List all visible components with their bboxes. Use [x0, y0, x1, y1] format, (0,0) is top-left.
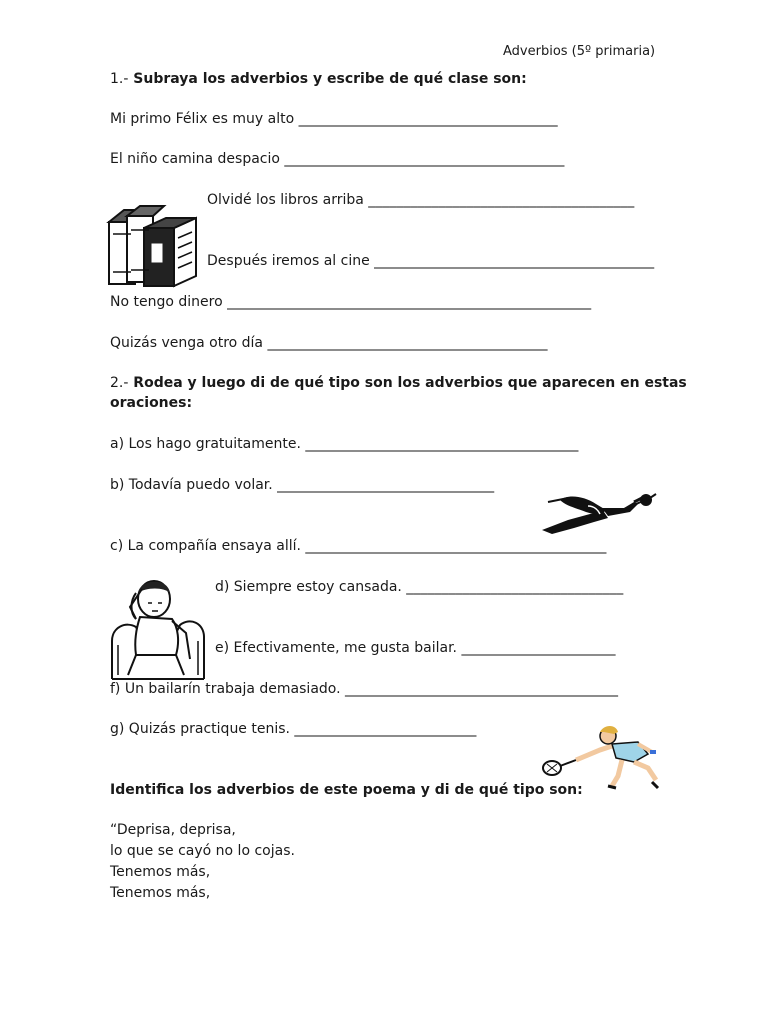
document-header: Adverbios (5º primaria) — [503, 44, 656, 59]
exercise-line: g) Quizás practique tenis. __________________________ — [110, 721, 477, 737]
poem-line: Tenemos más, — [110, 885, 211, 901]
exercise-line: a) Los hago gratuitamente. _______________________________________ — [110, 436, 579, 452]
flying-person-illustration — [538, 490, 662, 536]
tired-woman-illustration — [106, 575, 210, 683]
exercise-line: e) Efectivamente, me gusta bailar. ______________________ — [215, 640, 616, 656]
section2-instruction-cont: oraciones: — [110, 395, 193, 411]
exercise-line: Olvidé los libros arriba ______________________________________ — [207, 192, 635, 208]
exercise-line: El niño camina despacio ________________________________________ — [110, 151, 565, 167]
exercise-line: f) Un bailarín trabaja demasiado. _______________________________________ — [110, 681, 618, 697]
poem-line: “Deprisa, deprisa, — [110, 822, 236, 838]
exercise-line: Después iremos al cine ________________________________________ — [207, 253, 655, 269]
section3-instruction: Identifica los adverbios de este poema y di de qué tipo son: — [110, 782, 583, 798]
exercise-line: d) Siempre estoy cansada. _______________________________ — [215, 579, 624, 595]
section1-instruction: Subraya los adverbios y escribe de qué clase son: — [133, 71, 527, 87]
section2-heading — [110, 373, 687, 393]
section2-number: 2.- — [110, 375, 129, 391]
books-illustration — [106, 204, 202, 288]
exercise-line: No tengo dinero ____________________________________________________ — [110, 294, 592, 310]
section1-heading — [110, 69, 527, 89]
exercise-line: b) Todavía puedo volar. _______________________________ — [110, 477, 495, 493]
exercise-line: Mi primo Félix es muy alto _____________________________________ — [110, 111, 558, 127]
exercise-line: c) La compañía ensaya allí. ___________________________________________ — [110, 538, 607, 554]
exercise-line: Quizás venga otro día ________________________________________ — [110, 335, 548, 351]
poem-line: Tenemos más, — [110, 864, 211, 880]
section1-number: 1.- — [110, 71, 129, 87]
poem-line: lo que se cayó no lo cojas. — [110, 843, 295, 859]
section2-instruction: Rodea y luego di de qué tipo son los adverbios que aparecen en estas — [133, 375, 687, 391]
